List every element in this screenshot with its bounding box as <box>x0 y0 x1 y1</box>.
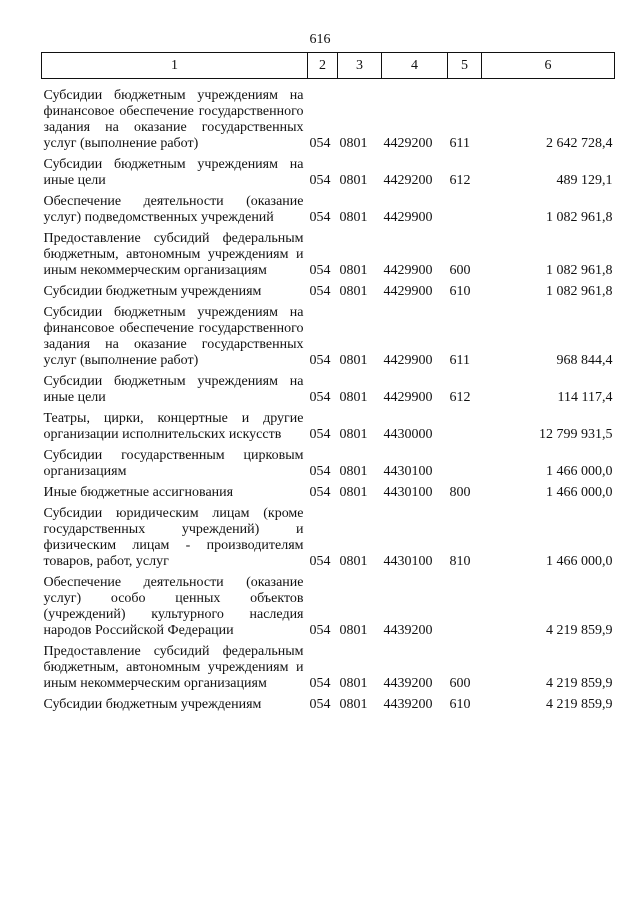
row-description: Субсидии бюджетным учреждениям на финансовое обеспечение государственного задания на оказание государственных услуг (выполнение работ) <box>43 88 304 151</box>
column-header-amount: 6 <box>482 53 615 79</box>
row-target: 4429200 <box>383 173 433 188</box>
row-expense-type <box>448 570 482 639</box>
row-expense-type <box>448 443 482 480</box>
row-amount: 489 129,1 <box>556 173 613 188</box>
row-target: 4429900 <box>383 263 433 278</box>
row-target: 4439200 <box>383 623 433 638</box>
row-section: 0801 <box>339 485 368 500</box>
row-target: 4439200 <box>383 697 433 712</box>
row-section: 0801 <box>339 353 368 368</box>
row-section: 0801 <box>339 136 368 151</box>
row-expense-type: 612 <box>449 173 471 188</box>
row-target: 4429900 <box>383 390 433 405</box>
row-description: Предоставление субсидий федеральным бюджетным, автономным учреждениям и иным некоммерческим организациям <box>43 644 304 691</box>
table-row <box>42 406 615 443</box>
table-row <box>42 189 615 226</box>
row-target: 4430100 <box>383 554 433 569</box>
table-row <box>42 79 615 153</box>
column-header-ministry: 2 <box>308 53 338 79</box>
row-amount: 968 844,4 <box>556 353 613 368</box>
row-description: Обеспечение деятельности (оказание услуг) особо ценных объектов (учреждений) культурного наследия народов Российской Федерации <box>43 575 304 638</box>
row-amount: 4 219 859,9 <box>546 676 613 691</box>
row-ministry: 054 <box>309 464 331 479</box>
row-expense-type: 610 <box>449 284 471 299</box>
row-target: 4439200 <box>383 676 433 691</box>
row-description: Субсидии юридическим лицам (кроме государственных учреждений) и физическим лицам - производителям товаров, работ, услуг <box>43 506 304 569</box>
header-row <box>42 53 615 79</box>
row-amount: 1 466 000,0 <box>546 554 613 569</box>
row-expense-type <box>448 406 482 443</box>
row-description: Театры, цирки, концертные и другие организации исполнительских искусств <box>43 411 304 442</box>
row-target: 4429900 <box>383 353 433 368</box>
row-description: Обеспечение деятельности (оказание услуг) подведомственных учреждений <box>43 194 304 225</box>
row-expense-type: 800 <box>449 485 471 500</box>
row-section: 0801 <box>339 390 368 405</box>
row-expense-type: 600 <box>449 676 471 691</box>
row-section: 0801 <box>339 284 368 299</box>
table-row <box>42 226 615 279</box>
row-ministry: 054 <box>309 676 331 691</box>
row-ministry: 054 <box>309 554 331 569</box>
row-description: Субсидии бюджетным учреждениям <box>43 697 262 712</box>
row-ministry: 054 <box>309 173 331 188</box>
row-section: 0801 <box>339 263 368 278</box>
row-description: Субсидии государственным цирковым организациям <box>43 448 304 479</box>
row-ministry: 054 <box>309 623 331 638</box>
row-amount: 4 219 859,9 <box>546 697 613 712</box>
row-target: 4430000 <box>383 427 433 442</box>
budget-table <box>41 52 615 713</box>
row-amount: 1 082 961,8 <box>546 210 613 225</box>
row-expense-type: 611 <box>449 353 470 368</box>
table-header <box>42 53 615 79</box>
row-ministry: 054 <box>309 353 331 368</box>
row-ministry: 054 <box>309 210 331 225</box>
row-section: 0801 <box>339 427 368 442</box>
row-target: 4429200 <box>383 136 433 151</box>
table-row <box>42 152 615 189</box>
row-ministry: 054 <box>309 697 331 712</box>
table-row <box>42 570 615 639</box>
row-expense-type <box>448 189 482 226</box>
table-row <box>42 480 615 501</box>
row-amount: 1 082 961,8 <box>546 284 613 299</box>
row-section: 0801 <box>339 676 368 691</box>
row-amount: 4 219 859,9 <box>546 623 613 638</box>
column-header-section: 3 <box>338 53 382 79</box>
row-amount: 114 117,4 <box>557 390 613 405</box>
row-description: Субсидии бюджетным учреждениям на финансовое обеспечение государственного задания на оказание государственных услуг (выполнение работ) <box>43 305 304 368</box>
table-row <box>42 279 615 300</box>
row-ministry: 054 <box>309 263 331 278</box>
row-amount: 1 466 000,0 <box>546 485 613 500</box>
row-expense-type: 610 <box>449 697 471 712</box>
row-expense-type: 611 <box>449 136 470 151</box>
row-ministry: 054 <box>309 390 331 405</box>
row-description: Иные бюджетные ассигнования <box>43 485 234 500</box>
column-header-expense-type: 5 <box>448 53 482 79</box>
row-section: 0801 <box>339 173 368 188</box>
table-row <box>42 443 615 480</box>
table-row <box>42 501 615 570</box>
table-row <box>42 639 615 692</box>
row-target: 4429900 <box>383 210 433 225</box>
row-ministry: 054 <box>309 136 331 151</box>
table-row <box>42 369 615 406</box>
row-section: 0801 <box>339 554 368 569</box>
row-ministry: 054 <box>309 485 331 500</box>
column-header-description: 1 <box>42 53 308 79</box>
row-description: Субсидии бюджетным учреждениям <box>43 284 262 299</box>
column-header-target: 4 <box>382 53 448 79</box>
row-section: 0801 <box>339 623 368 638</box>
table-row <box>42 692 615 713</box>
row-amount: 12 799 931,5 <box>539 427 613 442</box>
row-target: 4430100 <box>383 485 433 500</box>
table-body <box>42 79 615 714</box>
row-expense-type: 810 <box>449 554 471 569</box>
row-expense-type: 612 <box>449 390 471 405</box>
page-number: 616 <box>309 32 331 47</box>
row-section: 0801 <box>339 697 368 712</box>
row-description: Субсидии бюджетным учреждениям на иные цели <box>43 374 304 405</box>
table-row <box>42 300 615 369</box>
row-ministry: 054 <box>309 427 331 442</box>
row-amount: 2 642 728,4 <box>546 136 613 151</box>
row-amount: 1 082 961,8 <box>546 263 613 278</box>
row-expense-type: 600 <box>449 263 471 278</box>
row-description: Предоставление субсидий федеральным бюджетным, автономным учреждениям и иным некоммерческим организациям <box>43 231 304 278</box>
row-amount: 1 466 000,0 <box>546 464 613 479</box>
row-section: 0801 <box>339 210 368 225</box>
row-description: Субсидии бюджетным учреждениям на иные цели <box>43 157 304 188</box>
row-section: 0801 <box>339 464 368 479</box>
row-ministry: 054 <box>309 284 331 299</box>
row-target: 4430100 <box>383 464 433 479</box>
row-target: 4429900 <box>383 284 433 299</box>
